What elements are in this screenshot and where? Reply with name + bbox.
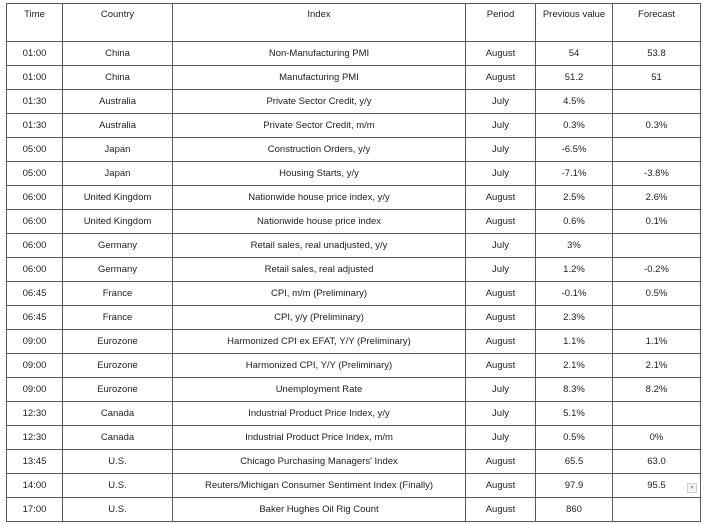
table-row — [7, 210, 701, 234]
cell-index: Construction Orders, y/y — [173, 138, 466, 162]
cell-time: 06:00 — [7, 186, 63, 210]
cell-index: Private Sector Credit, y/y — [173, 90, 466, 114]
cell-time: 01:30 — [7, 114, 63, 138]
cell-index: Non-Manufacturing PMI — [173, 42, 466, 66]
cell-period: August — [466, 282, 536, 306]
table-row — [7, 450, 701, 474]
cell-period: July — [466, 378, 536, 402]
cell-country: Australia — [63, 90, 173, 114]
cell-period: August — [466, 498, 536, 522]
cell-time: 01:00 — [7, 66, 63, 90]
table-row — [7, 354, 701, 378]
table-row — [7, 234, 701, 258]
table-row — [7, 138, 701, 162]
cell-country: Japan — [63, 162, 173, 186]
cell-previous: 860 — [536, 498, 613, 522]
table-row — [7, 498, 701, 522]
cell-time: 17:00 — [7, 498, 63, 522]
cell-previous: 3% — [536, 234, 613, 258]
cell-country: U.S. — [63, 498, 173, 522]
header-row — [7, 4, 701, 42]
cell-forecast — [613, 90, 701, 114]
table-row — [7, 402, 701, 426]
cell-index: Reuters/Michigan Consumer Sentiment Index (Finally) — [173, 474, 466, 498]
cell-period: August — [466, 42, 536, 66]
table-row — [7, 330, 701, 354]
cell-forecast: 2.1% — [613, 354, 701, 378]
cell-time: 14:00 — [7, 474, 63, 498]
cell-forecast: 95.5 — [613, 474, 701, 498]
cell-forecast — [613, 402, 701, 426]
cell-forecast: -0.2% — [613, 258, 701, 282]
cell-previous: 97.9 — [536, 474, 613, 498]
cell-forecast: 0.3% — [613, 114, 701, 138]
cell-forecast: 63.0 — [613, 450, 701, 474]
cell-period: July — [466, 426, 536, 450]
cell-index: Housing Starts, y/y — [173, 162, 466, 186]
cell-time: 12:30 — [7, 402, 63, 426]
cell-country: Eurozone — [63, 354, 173, 378]
table-row — [7, 426, 701, 450]
table-row — [7, 378, 701, 402]
cell-forecast: 2.6% — [613, 186, 701, 210]
cell-time: 06:00 — [7, 258, 63, 282]
header-index: Index — [173, 4, 466, 42]
cell-previous: 5.1% — [536, 402, 613, 426]
cell-forecast — [613, 498, 701, 522]
cell-index: Nationwide house price index — [173, 210, 466, 234]
cell-country: Germany — [63, 234, 173, 258]
cell-index: Baker Hughes Oil Rig Count — [173, 498, 466, 522]
table-row — [7, 42, 701, 66]
cell-previous: 0.6% — [536, 210, 613, 234]
cell-forecast — [613, 138, 701, 162]
cell-previous: 1.2% — [536, 258, 613, 282]
cell-period: August — [466, 306, 536, 330]
cell-index: Industrial Product Price Index, m/m — [173, 426, 466, 450]
cell-time: 05:00 — [7, 162, 63, 186]
cell-index: Chicago Purchasing Managers' Index — [173, 450, 466, 474]
cell-country: United Kingdom — [63, 210, 173, 234]
cell-country: China — [63, 42, 173, 66]
cell-index: CPI, y/y (Preliminary) — [173, 306, 466, 330]
cell-country: Japan — [63, 138, 173, 162]
table-row — [7, 90, 701, 114]
cell-country: France — [63, 306, 173, 330]
cell-index: Harmonized CPI ex EFAT, Y/Y (Preliminary) — [173, 330, 466, 354]
cell-period: July — [466, 90, 536, 114]
table-row — [7, 474, 701, 498]
cell-time: 09:00 — [7, 330, 63, 354]
cell-period: August — [466, 450, 536, 474]
table-row — [7, 66, 701, 90]
cell-period: July — [466, 234, 536, 258]
cell-previous: 1.1% — [536, 330, 613, 354]
cell-forecast — [613, 306, 701, 330]
table-row — [7, 306, 701, 330]
cell-time: 01:30 — [7, 90, 63, 114]
cell-index: Nationwide house price index, y/y — [173, 186, 466, 210]
table-row — [7, 186, 701, 210]
cell-previous: 51.2 — [536, 66, 613, 90]
cell-time: 06:00 — [7, 210, 63, 234]
table-row — [7, 258, 701, 282]
cell-previous: -7.1% — [536, 162, 613, 186]
cell-previous: 0.3% — [536, 114, 613, 138]
cell-forecast: 53.8 — [613, 42, 701, 66]
cell-previous: 2.1% — [536, 354, 613, 378]
header-period: Period — [466, 4, 536, 42]
cell-period: July — [466, 114, 536, 138]
cell-period: August — [466, 66, 536, 90]
cell-index: Manufacturing PMI — [173, 66, 466, 90]
cell-forecast: 0% — [613, 426, 701, 450]
table-row — [7, 162, 701, 186]
cell-previous: -6.5% — [536, 138, 613, 162]
cell-period: July — [466, 138, 536, 162]
cell-time: 09:00 — [7, 378, 63, 402]
table-row — [7, 114, 701, 138]
cell-previous: 65.5 — [536, 450, 613, 474]
cell-period: July — [466, 402, 536, 426]
cell-country: France — [63, 282, 173, 306]
cell-period: July — [466, 258, 536, 282]
cell-forecast: 0.5% — [613, 282, 701, 306]
cell-index: Retail sales, real adjusted — [173, 258, 466, 282]
header-previous-value: Previous value — [536, 4, 613, 42]
header-time: Time — [7, 4, 63, 42]
cell-country: Australia — [63, 114, 173, 138]
scroll-down-icon[interactable]: ▾ — [687, 483, 697, 493]
cell-previous: 0.5% — [536, 426, 613, 450]
cell-country: Eurozone — [63, 330, 173, 354]
cell-period: August — [466, 354, 536, 378]
cell-forecast: 8.2% — [613, 378, 701, 402]
cell-country: United Kingdom — [63, 186, 173, 210]
cell-country: U.S. — [63, 450, 173, 474]
cell-time: 12:30 — [7, 426, 63, 450]
cell-time: 06:45 — [7, 306, 63, 330]
cell-index: Harmonized CPI, Y/Y (Preliminary) — [173, 354, 466, 378]
header-country: Country — [63, 4, 173, 42]
cell-previous: 2.5% — [536, 186, 613, 210]
cell-period: August — [466, 474, 536, 498]
cell-country: Canada — [63, 426, 173, 450]
cell-time: 09:00 — [7, 354, 63, 378]
cell-period: July — [466, 162, 536, 186]
cell-time: 13:45 — [7, 450, 63, 474]
economic-calendar-table — [6, 3, 701, 522]
cell-previous: 2.3% — [536, 306, 613, 330]
cell-period: August — [466, 210, 536, 234]
cell-time: 01:00 — [7, 42, 63, 66]
cell-time: 05:00 — [7, 138, 63, 162]
cell-country: China — [63, 66, 173, 90]
cell-period: August — [466, 330, 536, 354]
cell-index: Retail sales, real unadjusted, y/y — [173, 234, 466, 258]
cell-country: Germany — [63, 258, 173, 282]
cell-forecast: -3.8% — [613, 162, 701, 186]
cell-index: Private Sector Credit, m/m — [173, 114, 466, 138]
cell-index: Unemployment Rate — [173, 378, 466, 402]
cell-forecast: 51 — [613, 66, 701, 90]
cell-previous: 54 — [536, 42, 613, 66]
cell-country: Eurozone — [63, 378, 173, 402]
cell-previous: 4.5% — [536, 90, 613, 114]
cell-previous: -0.1% — [536, 282, 613, 306]
cell-country: U.S. — [63, 474, 173, 498]
header-forecast: Forecast — [613, 4, 701, 42]
cell-previous: 8.3% — [536, 378, 613, 402]
table-row — [7, 282, 701, 306]
cell-forecast — [613, 234, 701, 258]
cell-forecast: 1.1% — [613, 330, 701, 354]
cell-country: Canada — [63, 402, 173, 426]
cell-time: 06:00 — [7, 234, 63, 258]
cell-index: Industrial Product Price Index, y/y — [173, 402, 466, 426]
cell-time: 06:45 — [7, 282, 63, 306]
cell-index: CPI, m/m (Preliminary) — [173, 282, 466, 306]
cell-period: August — [466, 186, 536, 210]
cell-forecast: 0.1% — [613, 210, 701, 234]
